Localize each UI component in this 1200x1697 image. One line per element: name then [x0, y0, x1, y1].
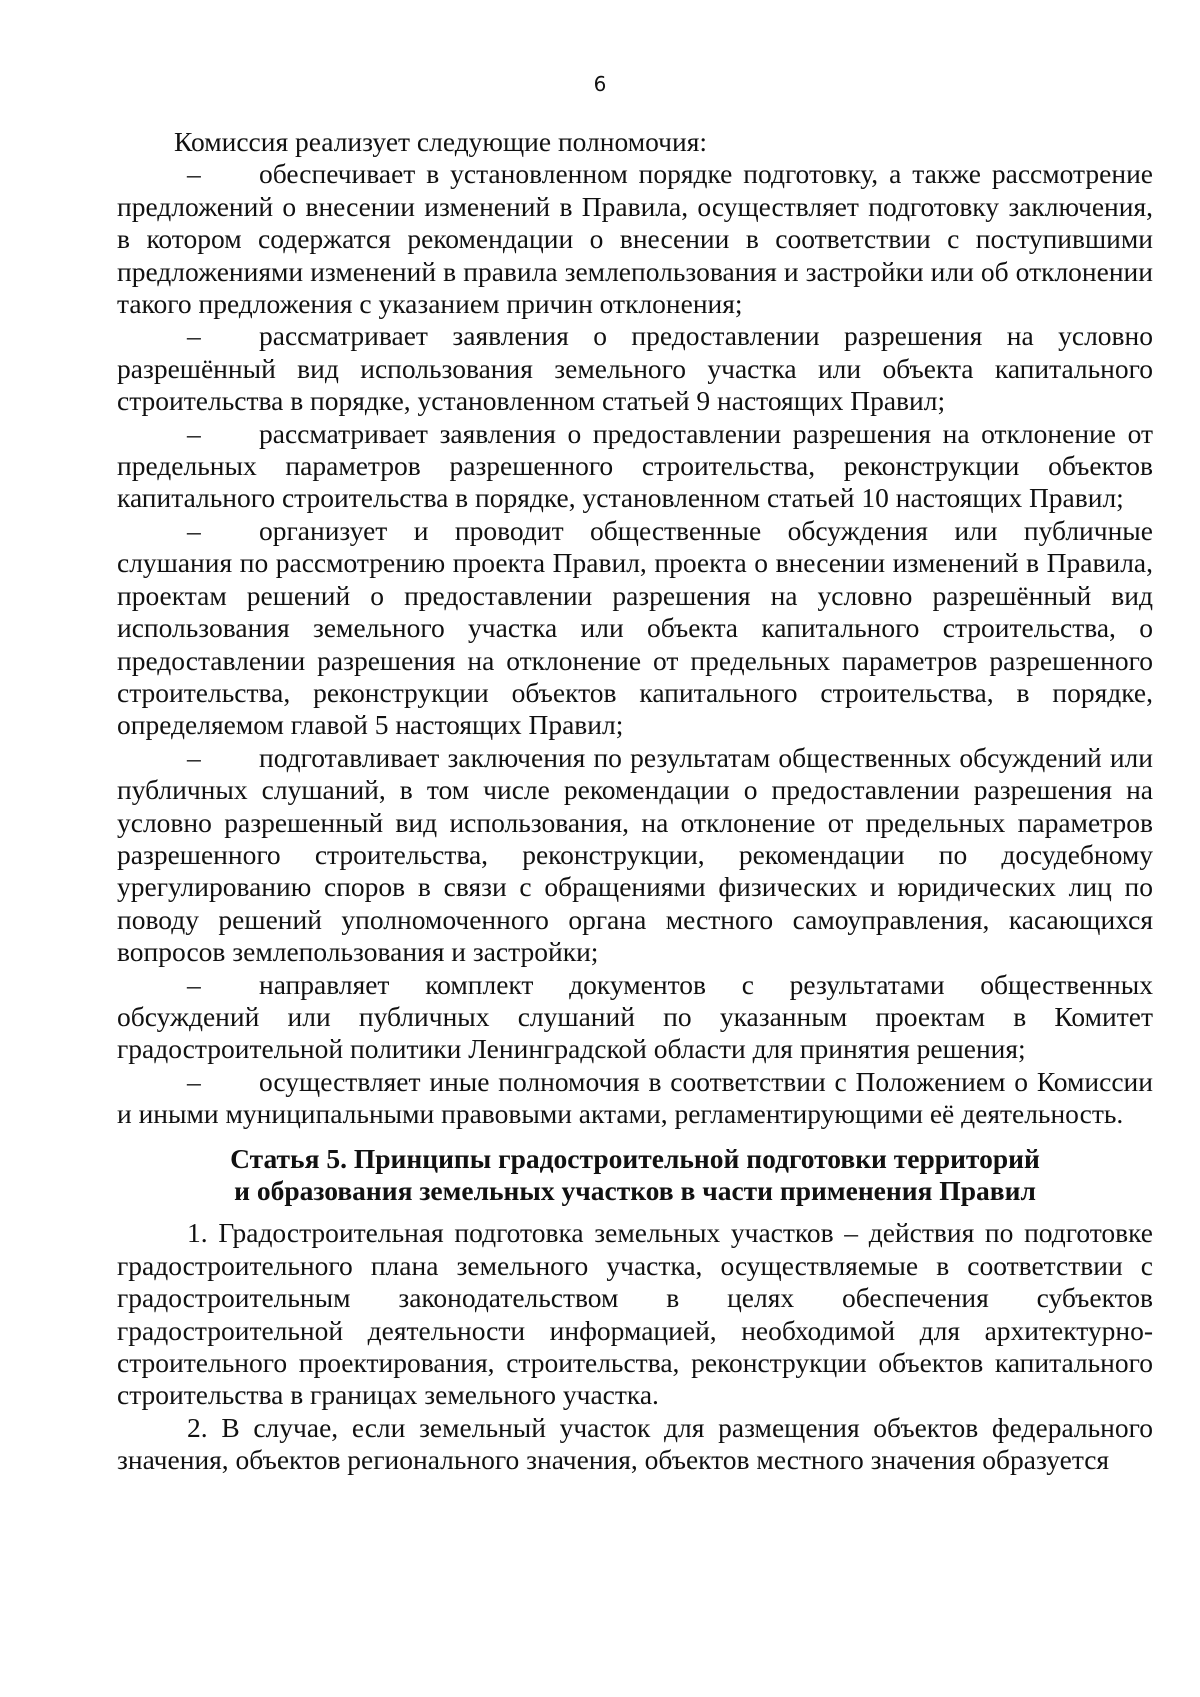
list-item [117, 418, 1153, 515]
numbered-paragraph: 1. Градостроительная подготовка земельных участков – действия по подготовке градостроительного плана земельного участка, осуществляемые в соответствии с градостроительным законодательством в целях обеспечения субъектов градостроительной деятельности информацией, необходимой для архитектурно-строительного проектирования, строительства, реконструкции объектов капитального строительства в границах земельного участка. [117, 1217, 1153, 1411]
dash-marker: – [187, 320, 201, 352]
dash-marker: – [187, 514, 201, 546]
list-item [117, 320, 1153, 417]
powers-list [117, 158, 1153, 1130]
article-heading-line: и образования земельных участков в части применения Правил [234, 1175, 1036, 1206]
list-item-text: осуществляет иные полномочия в соответствии с Положением о Комиссии и иными муниципальными правовыми актами, регламентирующими её деятельность. [117, 1065, 1153, 1130]
list-item-text: обеспечивает в установленном порядке подготовку, а также рассмотрение предложений о внесении изменений в Правила, осуществляет подготовку заключения, в котором содержатся рекомендации о внесении в соответствии с поступившими предложениями изменений в правила землепользования и застройки или об отклонении такого предложения с указанием причин отклонения; [117, 158, 1153, 320]
document-body [117, 126, 1153, 1477]
list-item-text: подготавливает заключения по результатам общественных обсуждений или публичных слушаний, в том числе рекомендации о предоставлении разрешения на условно разрешенный вид использования, на отклонение от предельных параметров разрешенного строительства, реконструкции, рекомендации по досудебному урегулированию споров в связи с обращениями физических и юридических лиц по поводу решений уполномоченного органа местного самоуправления, касающихся вопросов землепользования и застройки; [117, 741, 1153, 968]
list-item [117, 158, 1153, 320]
dash-marker: – [187, 417, 201, 449]
dash-marker: – [187, 741, 201, 773]
dash-marker: – [187, 158, 201, 190]
page-number: 6 [593, 72, 607, 96]
dash-marker: – [187, 968, 201, 1000]
list-item-text: рассматривает заявления о предоставлении разрешения на отклонение от предельных параметров разрешенного строительства, реконструкции объектов капитального строительства в порядке, установленном статьей 10 настоящих Правил; [117, 417, 1153, 514]
intro-paragraph: Комиссия реализует следующие полномочия: [174, 126, 708, 157]
dash-marker: – [187, 1065, 201, 1097]
list-item-text: рассматривает заявления о предоставлении разрешения на условно разрешённый вид использования земельного участка или объекта капитального строительства в порядке, установленном статьей 9 настоящих Правил; [117, 320, 1153, 417]
list-item [117, 969, 1153, 1066]
article-heading [117, 1143, 1153, 1208]
list-item [117, 742, 1153, 969]
numbered-paragraph: 2. В случае, если земельный участок для размещения объектов федерального значения, объектов регионального значения, объектов местного значения образуется [117, 1411, 1153, 1476]
list-item [117, 1066, 1153, 1131]
list-item [117, 515, 1153, 742]
list-item-text: организует и проводит общественные обсуждения или публичные слушания по рассмотрению проекта Правил, проекта о внесении изменений в Правила, проектам решений о предоставлении разрешения на условно разрешённый вид использования земельного участка или объекта капитального строительства, о предоставлении разрешения на отклонение от предельных параметров разрешенного строительства, реконструкции объектов капитального строительства, в порядке, определяемом главой 5 настоящих Правил; [117, 514, 1153, 741]
list-item-text: направляет комплект документов с результатами общественных обсуждений или публичных слушаний по указанным проектам в Комитет градостроительной политики Ленинградской области для принятия решения; [117, 968, 1153, 1065]
article-heading-line: Статья 5. Принципы градостроительной подготовки территорий [230, 1142, 1040, 1174]
